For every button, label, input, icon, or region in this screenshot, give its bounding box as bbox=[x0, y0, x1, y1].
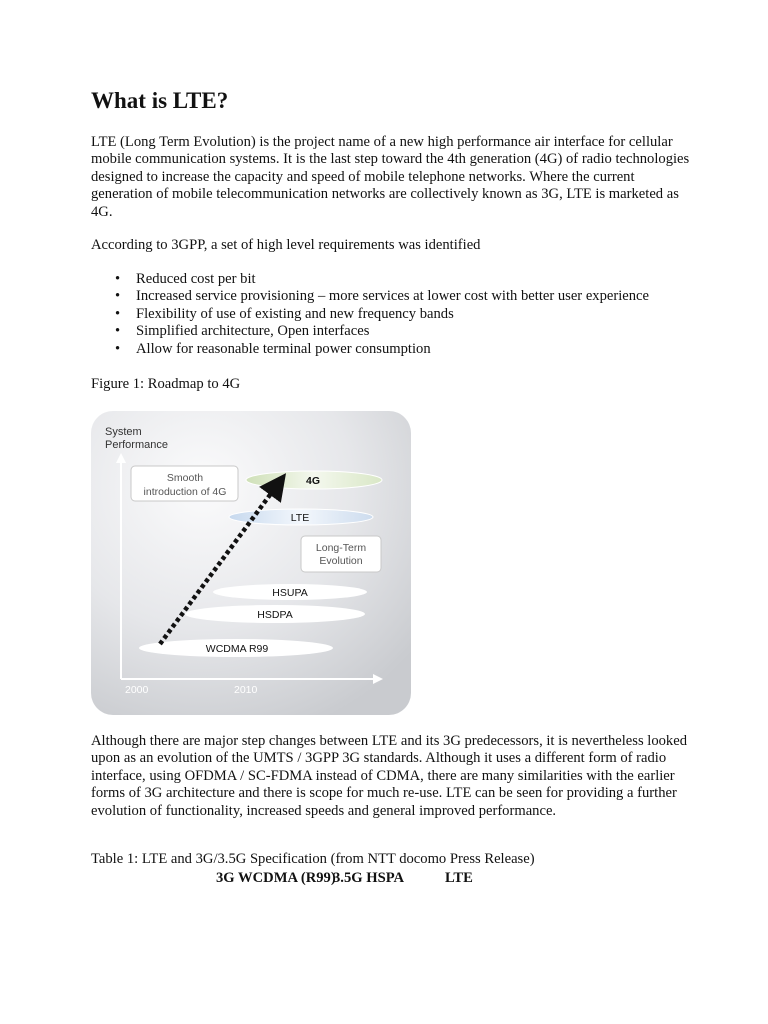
callout-lte-line2: Evolution bbox=[319, 555, 363, 567]
evolution-paragraph: Although there are major step changes between LTE and its 3G predecessors, it is nevertheless looked upon as an evolution of the UMTS / 3GPP 3G standards. Although it uses a different form of radio interface, using OFDMA / SC-FDMA instead of CDMA, there are many similarities with the earlier forms of 3G architecture and there is scope for much re-use. LTE can be seen for providing a further evolution of functionality, increased speeds and general improved performance. bbox=[91, 733, 688, 819]
callout-smooth-line1: Smooth bbox=[166, 472, 204, 484]
stage-wcdma-label: WCDMA R99 bbox=[205, 643, 269, 655]
roadmap-figure bbox=[91, 411, 411, 715]
list-item: • Flexibility of use of existing and new frequency bands bbox=[91, 306, 649, 323]
stage-hsupa-label: HSUPA bbox=[272, 587, 308, 599]
figure-caption: Figure 1: Roadmap to 4G bbox=[91, 376, 241, 392]
requirements-intro: According to 3GPP, a set of high level requirements was identified bbox=[91, 237, 481, 253]
y-axis-label-line1: System bbox=[105, 426, 142, 438]
y-axis-label-line2: Performance bbox=[105, 439, 168, 451]
list-item: • Increased service provisioning – more services at lower cost with better user experience bbox=[91, 288, 649, 305]
table-header-lte: LTE bbox=[445, 870, 473, 886]
list-item: • Simplified architecture, Open interfaces bbox=[91, 323, 649, 340]
x-tick-2010: 2010 bbox=[234, 684, 258, 696]
stage-4g-label: 4G bbox=[305, 475, 321, 487]
intro-paragraph: LTE (Long Term Evolution) is the project name of a new high performance air interface for cellular mobile communication systems. It is the last step toward the 4th generation (4G) of radio technologies designed to increase the capacity and speed of mobile telephone networks. Where the current generation of mobile telecommunication networks are collectively known as 3G, LTE is marketed as 4G. bbox=[91, 134, 690, 220]
table-caption: Table 1: LTE and 3G/3.5G Specification (from NTT docomo Press Release) bbox=[91, 851, 535, 867]
table-header-3g: 3G WCDMA (R99) bbox=[216, 870, 336, 886]
stage-hsdpa-label: HSDPA bbox=[257, 609, 293, 621]
table-header-3-5g: 3.5G HSPA bbox=[333, 870, 405, 886]
callout-smooth-line2: introduction of 4G bbox=[143, 486, 227, 498]
callout-lte-line1: Long-Term bbox=[315, 542, 367, 554]
list-item: • Reduced cost per bit bbox=[91, 271, 649, 288]
x-tick-2000: 2000 bbox=[125, 684, 149, 696]
page-title: What is LTE? bbox=[91, 88, 229, 113]
stage-lte-label: LTE bbox=[290, 512, 310, 524]
list-item: • Allow for reasonable terminal power consumption bbox=[91, 341, 649, 358]
requirements-list bbox=[91, 271, 649, 358]
